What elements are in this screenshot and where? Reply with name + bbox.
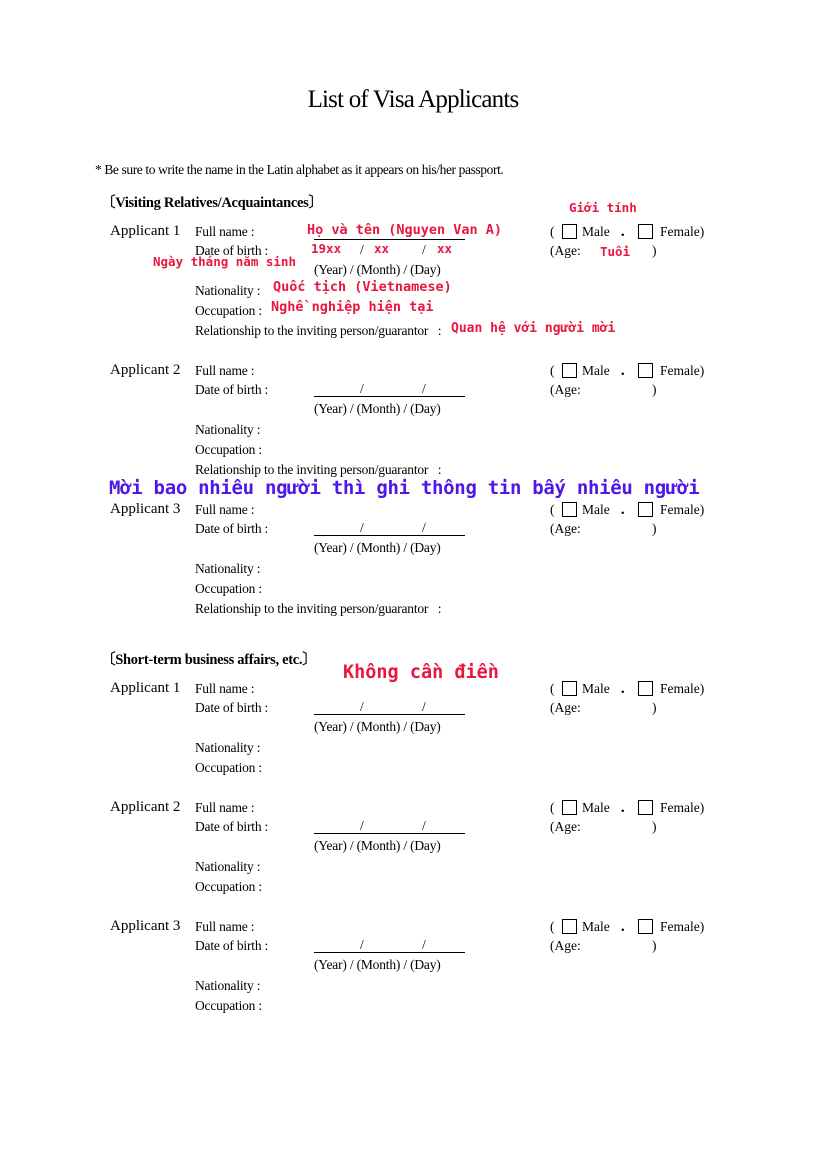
nationality-label: Nationality : bbox=[195, 978, 261, 993]
male-label: Male bbox=[582, 919, 610, 934]
annotation-occupation: Nghề nghiệp hiện tại bbox=[271, 299, 434, 315]
occupation-label: Occupation : bbox=[195, 581, 262, 596]
annotation-dob-month: xx bbox=[374, 241, 390, 256]
date-separator: / bbox=[422, 699, 426, 714]
date-separator: / bbox=[360, 520, 364, 535]
annotation-age: Tuổi bbox=[600, 244, 631, 259]
male-checkbox[interactable] bbox=[562, 681, 577, 696]
applicant-label: Applicant 1 bbox=[110, 223, 181, 239]
female-label: Female) bbox=[660, 224, 705, 239]
separator-dot: ・ bbox=[616, 228, 630, 243]
applicant-label: Applicant 2 bbox=[110, 799, 181, 815]
age-field[interactable] bbox=[550, 382, 657, 398]
date-separator: / bbox=[360, 937, 364, 952]
date-separator: / bbox=[422, 937, 426, 952]
applicant-label: Applicant 3 bbox=[110, 501, 181, 517]
year-month-day-hint: (Year) / (Month) / (Day) bbox=[314, 401, 441, 416]
close-paren: ) bbox=[652, 243, 657, 258]
date-of-birth-label: Date of birth : bbox=[195, 521, 269, 536]
occupation-label: Occupation : bbox=[195, 760, 262, 775]
nationality-label: Nationality : bbox=[195, 561, 261, 576]
female-checkbox[interactable] bbox=[638, 224, 653, 239]
female-label: Female) bbox=[660, 681, 705, 696]
date-of-birth-label: Date of birth : bbox=[195, 243, 269, 258]
full-name-label: Full name : bbox=[195, 800, 255, 815]
close-paren: ) bbox=[652, 938, 657, 953]
applicant-label: Applicant 1 bbox=[110, 680, 181, 696]
annotation-full-name: Họ và tên (Nguyen Van A) bbox=[307, 222, 503, 238]
date-of-birth-field[interactable] bbox=[314, 952, 465, 953]
female-label: Female) bbox=[660, 919, 705, 934]
passport-name-note: * Be sure to write the name in the Latin alphabet as it appears on his/her passport. bbox=[95, 162, 504, 177]
full-name-label: Full name : bbox=[195, 919, 255, 934]
open-paren: ( bbox=[550, 363, 555, 378]
separator-dot: ・ bbox=[616, 506, 630, 521]
age-label: (Age: bbox=[550, 938, 581, 953]
occupation-label: Occupation : bbox=[195, 442, 262, 457]
applicant-label: Applicant 2 bbox=[110, 362, 181, 378]
male-checkbox[interactable] bbox=[562, 224, 577, 239]
year-month-day-hint: (Year) / (Month) / (Day) bbox=[314, 838, 441, 853]
male-label: Male bbox=[582, 681, 610, 696]
date-of-birth-field[interactable] bbox=[314, 833, 465, 834]
open-paren: ( bbox=[550, 224, 555, 239]
date-separator: / bbox=[360, 242, 364, 257]
date-of-birth-label: Date of birth : bbox=[195, 700, 269, 715]
date-separator: / bbox=[360, 699, 364, 714]
business-applicant-2 bbox=[0, 799, 826, 929]
male-label: Male bbox=[582, 363, 610, 378]
close-paren: ) bbox=[652, 382, 657, 397]
nationality-label: Nationality : bbox=[195, 283, 261, 298]
date-separator: / bbox=[422, 242, 426, 257]
separator-dot: ・ bbox=[616, 685, 630, 700]
relationship-label: Relationship to the inviting person/guarantor : bbox=[195, 601, 442, 616]
date-of-birth-label: Date of birth : bbox=[195, 382, 269, 397]
male-label: Male bbox=[582, 800, 610, 815]
date-separator: / bbox=[422, 520, 426, 535]
age-label: (Age: bbox=[550, 700, 581, 715]
visiting-applicant-3 bbox=[0, 501, 826, 631]
occupation-label: Occupation : bbox=[195, 998, 262, 1013]
male-checkbox[interactable] bbox=[562, 800, 577, 815]
nationality-label: Nationality : bbox=[195, 740, 261, 755]
visiting-applicant-2 bbox=[0, 362, 826, 492]
date-separator: / bbox=[360, 381, 364, 396]
age-label: (Age: bbox=[550, 382, 581, 397]
male-checkbox[interactable] bbox=[562, 363, 577, 378]
female-label: Female) bbox=[660, 363, 705, 378]
date-of-birth-field[interactable] bbox=[314, 535, 465, 536]
date-separator: / bbox=[422, 381, 426, 396]
occupation-label: Occupation : bbox=[195, 303, 262, 318]
separator-dot: ・ bbox=[616, 804, 630, 819]
separator-dot: ・ bbox=[616, 367, 630, 382]
age-label: (Age: bbox=[550, 819, 581, 834]
section-title-business: 〔Short-term business affairs, etc.〕 bbox=[101, 652, 317, 668]
date-of-birth-field[interactable] bbox=[314, 239, 465, 240]
annotation-nationality: Quốc tịch (Vietnamese) bbox=[273, 279, 452, 295]
business-applicant-3 bbox=[0, 918, 826, 1048]
page-title: List of Visa Applicants bbox=[307, 86, 519, 113]
male-checkbox[interactable] bbox=[562, 919, 577, 934]
year-month-day-hint: (Year) / (Month) / (Day) bbox=[314, 540, 441, 555]
full-name-label: Full name : bbox=[195, 502, 255, 517]
age-field[interactable] bbox=[550, 819, 657, 835]
open-paren: ( bbox=[550, 800, 555, 815]
female-checkbox[interactable] bbox=[638, 800, 653, 815]
year-month-day-hint: (Year) / (Month) / (Day) bbox=[314, 262, 441, 277]
full-name-label: Full name : bbox=[195, 363, 255, 378]
open-paren: ( bbox=[550, 502, 555, 517]
separator-dot: ・ bbox=[616, 923, 630, 938]
nationality-label: Nationality : bbox=[195, 422, 261, 437]
female-checkbox[interactable] bbox=[638, 502, 653, 517]
full-name-label: Full name : bbox=[195, 224, 255, 239]
date-of-birth-field[interactable] bbox=[314, 714, 465, 715]
date-separator: / bbox=[422, 818, 426, 833]
year-month-day-hint: (Year) / (Month) / (Day) bbox=[314, 719, 441, 734]
male-checkbox[interactable] bbox=[562, 502, 577, 517]
open-paren: ( bbox=[550, 919, 555, 934]
date-of-birth-label: Date of birth : bbox=[195, 938, 269, 953]
age-label: (Age: bbox=[550, 243, 581, 258]
annotation-relationship: Quan hệ với người mời bbox=[451, 321, 616, 336]
relationship-label: Relationship to the inviting person/guarantor : bbox=[195, 323, 442, 338]
annotation-invite-many: Mời bao nhiêu người thì ghi thông tin bấy nhiêu người bbox=[109, 477, 700, 499]
age-label: (Age: bbox=[550, 521, 581, 536]
female-checkbox[interactable] bbox=[638, 363, 653, 378]
full-name-label: Full name : bbox=[195, 681, 255, 696]
annotation-gender: Giới tính bbox=[569, 200, 637, 215]
business-applicant-1 bbox=[0, 680, 826, 810]
close-paren: ) bbox=[652, 700, 657, 715]
female-label: Female) bbox=[660, 800, 705, 815]
age-field[interactable] bbox=[550, 700, 657, 716]
annotation-dob-day: xx bbox=[437, 241, 453, 256]
female-checkbox[interactable] bbox=[638, 681, 653, 696]
occupation-label: Occupation : bbox=[195, 879, 262, 894]
applicant-label: Applicant 3 bbox=[110, 918, 181, 934]
annotation-no-need: Không cần điền bbox=[343, 662, 499, 683]
relationship-label: Relationship to the inviting person/guarantor : bbox=[195, 462, 442, 477]
age-field[interactable] bbox=[550, 938, 657, 954]
close-paren: ) bbox=[652, 521, 657, 536]
open-paren: ( bbox=[550, 681, 555, 696]
male-label: Male bbox=[582, 502, 610, 517]
female-checkbox[interactable] bbox=[638, 919, 653, 934]
section-title-visiting: 〔Visiting Relatives/Acquaintances〕 bbox=[101, 195, 323, 211]
male-label: Male bbox=[582, 224, 610, 239]
age-field[interactable] bbox=[550, 521, 657, 537]
date-of-birth-label: Date of birth : bbox=[195, 819, 269, 834]
annotation-dob-year: 19xx bbox=[311, 241, 342, 256]
year-month-day-hint: (Year) / (Month) / (Day) bbox=[314, 957, 441, 972]
nationality-label: Nationality : bbox=[195, 859, 261, 874]
date-separator: / bbox=[360, 818, 364, 833]
female-label: Female) bbox=[660, 502, 705, 517]
close-paren: ) bbox=[652, 819, 657, 834]
annotation-dob: Ngày tháng năm sinh bbox=[153, 254, 296, 269]
date-of-birth-field[interactable] bbox=[314, 396, 465, 397]
